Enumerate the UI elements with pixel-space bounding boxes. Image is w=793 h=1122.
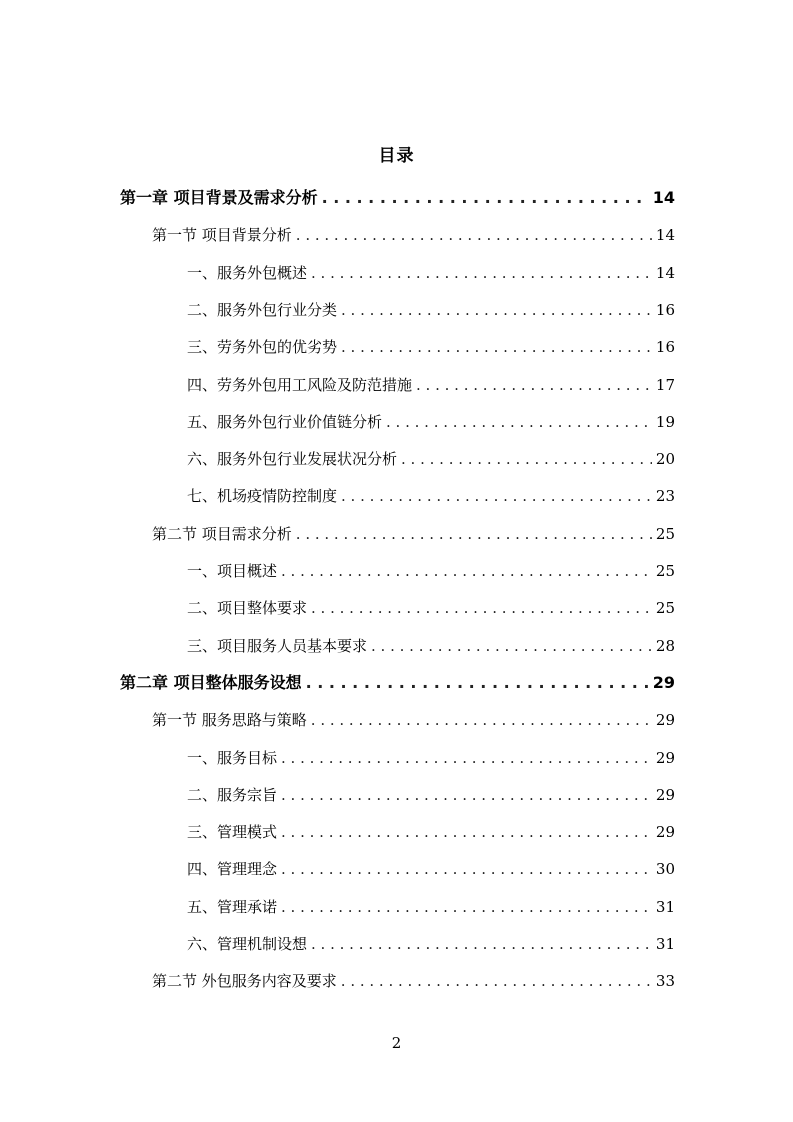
- toc-item-entry[interactable]: [187, 334, 675, 360]
- toc-dot-leader: [281, 894, 652, 920]
- toc-entry-title: 第二章 项目整体服务设想: [120, 672, 302, 692]
- toc-entry-title: 一、服务目标: [187, 748, 278, 767]
- toc-entry-page: 14: [652, 188, 675, 207]
- toc-entry-page: 31: [655, 935, 675, 953]
- toc-item-entry[interactable]: [187, 633, 675, 659]
- toc-dot-leader: [311, 595, 652, 621]
- toc-entry-page: 25: [655, 524, 675, 543]
- toc-entry-title: 第二节 外包服务内容及要求: [152, 972, 337, 991]
- toc-dot-leader: [311, 260, 652, 286]
- toc-dot-leader: [296, 222, 652, 248]
- toc-section-entry[interactable]: [152, 222, 675, 248]
- toc-dot-leader: [341, 483, 652, 509]
- toc-dot-leader: [281, 819, 652, 845]
- toc-entry-page: 16: [655, 338, 675, 357]
- toc-section-entry[interactable]: [152, 968, 675, 994]
- toc-dot-leader: [341, 297, 652, 323]
- toc-dot-leader: [281, 745, 652, 771]
- toc-entry-title: 第一章 项目背景及需求分析: [120, 188, 318, 207]
- toc-entry-page: 14: [655, 263, 675, 282]
- toc-item-entry[interactable]: [187, 931, 675, 957]
- toc-entry-page: 19: [655, 412, 675, 431]
- toc-entry-page: 14: [655, 226, 675, 245]
- toc-entry-page: 23: [655, 487, 675, 506]
- toc-entry-page: 29: [655, 711, 675, 730]
- toc-entry-title: 第一节 项目背景分析: [152, 226, 292, 245]
- toc-item-entry[interactable]: [187, 782, 675, 808]
- toc-dot-leader: [311, 707, 652, 733]
- toc-entry-title: 一、项目概述: [187, 562, 278, 580]
- toc-item-entry[interactable]: [187, 856, 675, 882]
- toc-chapter-entry[interactable]: [120, 670, 675, 696]
- toc-dot-leader: [341, 968, 652, 994]
- toc-section-entry[interactable]: [152, 707, 675, 733]
- toc-entry-title: 一、服务外包概述: [187, 263, 308, 282]
- toc-dot-leader: [281, 782, 652, 808]
- toc-entry-page: 29: [655, 748, 675, 767]
- toc-title: 目录: [378, 146, 415, 166]
- toc-entry-title: 三、项目服务人员基本要求: [187, 636, 368, 655]
- toc-item-entry[interactable]: [187, 409, 675, 435]
- toc-dot-leader: [281, 856, 652, 882]
- toc-dot-leader: [416, 372, 652, 398]
- toc-section-entry[interactable]: [152, 521, 675, 547]
- toc-entry-page: 33: [655, 972, 675, 991]
- toc-entry-title: 二、服务外包行业分类: [187, 300, 338, 319]
- toc-chapter-entry[interactable]: [120, 185, 675, 211]
- toc-dot-leader: [386, 409, 652, 435]
- toc-entry-page: 29: [655, 785, 675, 804]
- toc-entry-title: 五、服务外包行业价值链分析: [187, 412, 383, 431]
- toc-dot-leader: [371, 633, 652, 659]
- toc-entry-page: 20: [655, 450, 675, 469]
- toc-entry-page: 28: [655, 636, 675, 655]
- toc-entry-page: 25: [655, 599, 675, 618]
- toc-dot-leader: [281, 558, 652, 584]
- toc-dot-leader: [322, 185, 649, 211]
- toc-dot-leader: [311, 931, 652, 957]
- toc-entry-page: 31: [655, 897, 675, 916]
- toc-dot-leader: [296, 521, 652, 547]
- toc-dot-leader: [306, 670, 649, 696]
- toc-entry-title: 三、管理模式: [187, 823, 278, 842]
- toc-item-entry[interactable]: [187, 446, 675, 472]
- toc-item-entry[interactable]: [187, 558, 675, 584]
- toc-entry-title: 四、管理理念: [187, 860, 278, 879]
- toc-item-entry[interactable]: [187, 894, 675, 920]
- toc-entry-title: 第二节 项目需求分析: [152, 524, 292, 543]
- toc-entry-title: 四、劳务外包用工风险及防范措施: [187, 375, 413, 394]
- toc-entry-page: 29: [655, 823, 675, 842]
- toc-entry-title: 五、管理承诺: [187, 897, 278, 916]
- toc-item-entry[interactable]: [187, 260, 675, 286]
- toc-entry-title: 七、机场疫情防控制度: [187, 487, 338, 506]
- toc-dot-leader: [401, 446, 652, 472]
- toc-entry-title: 二、服务宗旨: [187, 785, 278, 804]
- toc-entry-title: 三、劳务外包的优劣势: [187, 338, 338, 357]
- toc-item-entry[interactable]: [187, 819, 675, 845]
- toc-entry-title: 二、项目整体要求: [187, 599, 308, 618]
- toc-entry-title: 六、管理机制设想: [187, 935, 308, 953]
- toc-entry-title: 六、服务外包行业发展状况分析: [187, 450, 398, 469]
- toc-item-entry[interactable]: [187, 595, 675, 621]
- toc-item-entry[interactable]: [187, 483, 675, 509]
- toc-entry-title: 第一节 服务思路与策略: [152, 711, 307, 730]
- toc-item-entry[interactable]: [187, 745, 675, 771]
- page-number: 2: [391, 1034, 402, 1052]
- toc-item-entry[interactable]: [187, 372, 675, 398]
- toc-entry-page: 25: [655, 562, 675, 580]
- toc-item-entry[interactable]: [187, 297, 675, 323]
- toc-entry-page: 17: [655, 375, 675, 394]
- toc-entry-page: 16: [655, 300, 675, 319]
- toc-dot-leader: [341, 334, 652, 360]
- toc-entry-page: 30: [655, 860, 675, 879]
- toc-entry-page: 29: [652, 672, 675, 692]
